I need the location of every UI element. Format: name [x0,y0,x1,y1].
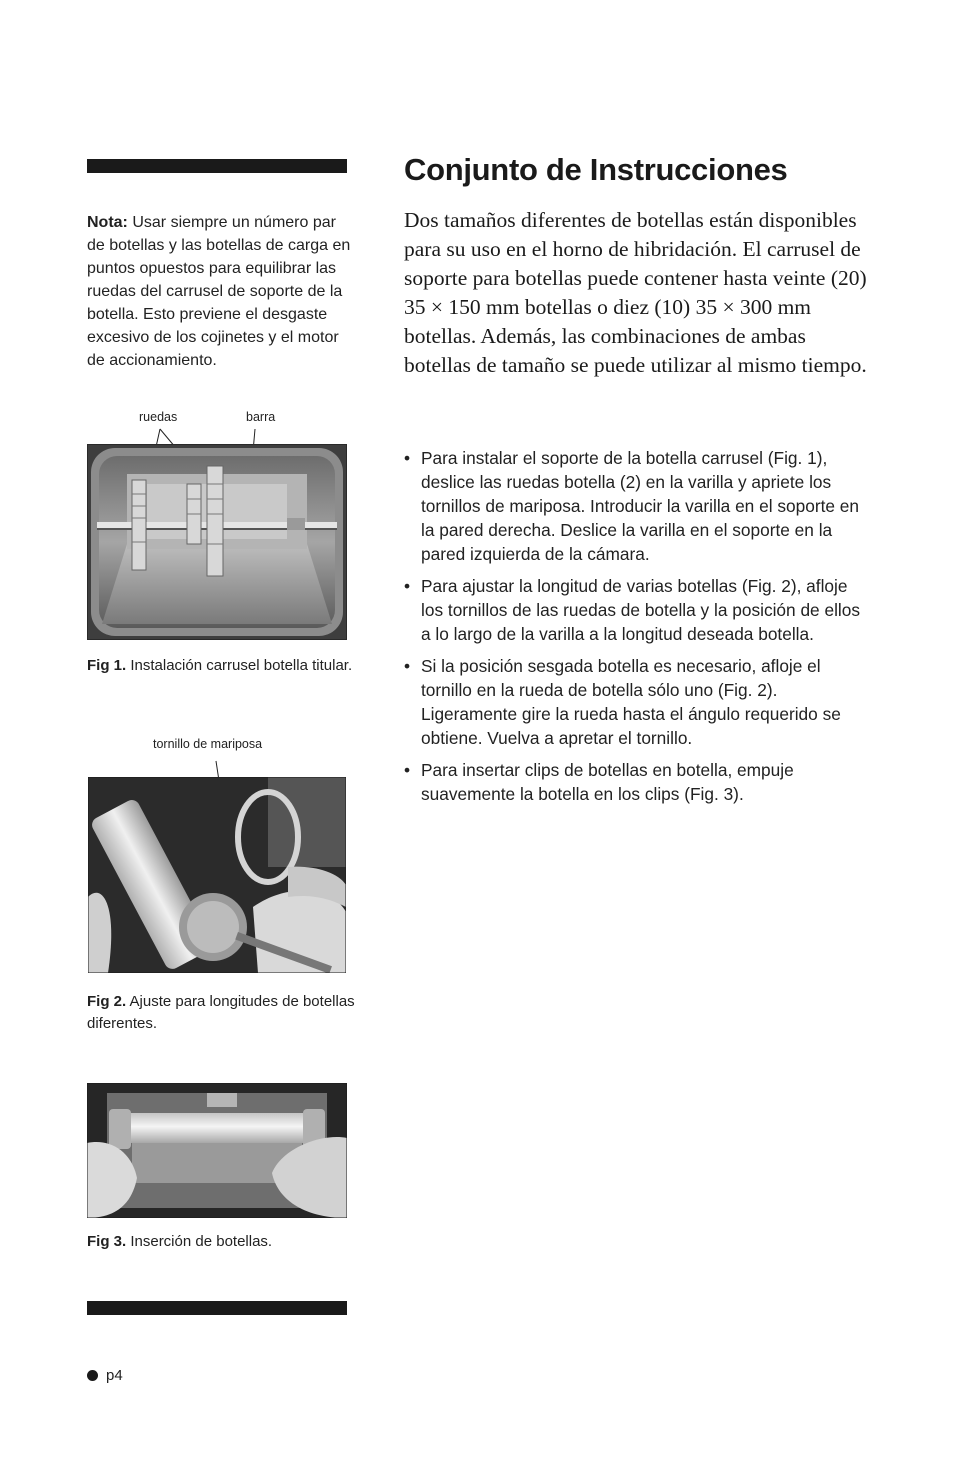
fig2-label: Fig 2. [87,993,127,1010]
fig3-photo-bottle-insertion [87,1083,347,1218]
list-item [404,446,874,566]
fig1-caption [87,655,355,677]
fig1-photo-carousel-installation [87,444,347,640]
callout-barra: barra [246,410,276,424]
list-item [404,574,874,646]
fig2-caption-text: Ajuste para longitudes de botellas diferentes. [87,993,355,1032]
list-item [404,758,874,806]
list-item-text: Para ajustar la longitud de varias botellas (Fig. 2), afloje los tornillos de las ruedas de botella y la posición de ellos a lo largo de la varilla a la longitud deseada botella. [421,576,861,644]
bullet-glyph: • [404,576,411,596]
page-bullet-icon [87,1370,98,1381]
instruction-list [404,446,874,814]
callout-tornillo-de-mariposa: tornillo de mariposa [153,737,263,751]
fig3-caption [87,1231,355,1253]
bullet-glyph: • [404,656,411,676]
fig3-caption-text: Inserción de botellas. [126,1233,273,1250]
fig3-label: Fig 3. [87,1233,127,1250]
note-text: Usar siempre un número par de botellas y las botellas de carga en puntos opuestos para equilibrar las ruedas del carrusel de soporte de la botella. Esto previene el desgaste excesivo de los cojinetes y el motor de accionamiento. [87,214,351,369]
bullet-glyph: • [404,760,411,780]
page-title: Conjunto de Instrucciones [404,152,788,187]
fig2-caption [87,991,355,1035]
bullet-glyph: • [404,448,411,468]
list-item-text: Para instalar el soporte de la botella carrusel (Fig. 1), deslice las ruedas botella (2) en la varilla y apriete los tornillos de mariposa. Introducir la varilla en el soporte en la pared derecha. Deslice la varilla en el soporte en la pared izquierda de la cámara. [421,448,860,564]
sidebar-bottom-rule [87,1301,347,1315]
intro-paragraph: Dos tamaños diferentes de botellas están disponibles para su uso en el horno de hibridación. El carrusel de soporte para botellas puede contener hasta veinte (20) 35 × 150 mm botellas o diez (10) 35 × 300 mm botellas. Además, las combinaciones de ambas botellas de tamaño se puede utilizar al mismo tiempo. [404,208,867,377]
list-item [404,654,874,750]
callout-ruedas: ruedas [139,410,178,424]
sidebar-top-rule [87,159,347,173]
fig1-label: Fig 1. [87,657,127,674]
list-item-text: Si la posición sesgada botella es necesario, afloje el tornillo en la rueda de botella sólo uno (Fig. 2). Ligeramente gire la rueda hasta el ángulo requerido se obtiene. Vuelva a apretar el tornillo. [421,656,841,748]
list-item-text: Para insertar clips de botellas en botella, empuje suavemente la botella en los clips (Fig. 3). [421,760,794,804]
fig1-caption-text: Instalación carrusel botella titular. [126,657,353,674]
page-number-text: p4 [106,1367,123,1384]
page-number [87,1367,123,1384]
fig2-photo-wheel-adjustment [88,777,346,973]
sidebar-note [87,211,355,372]
note-label: Nota: [87,214,128,231]
